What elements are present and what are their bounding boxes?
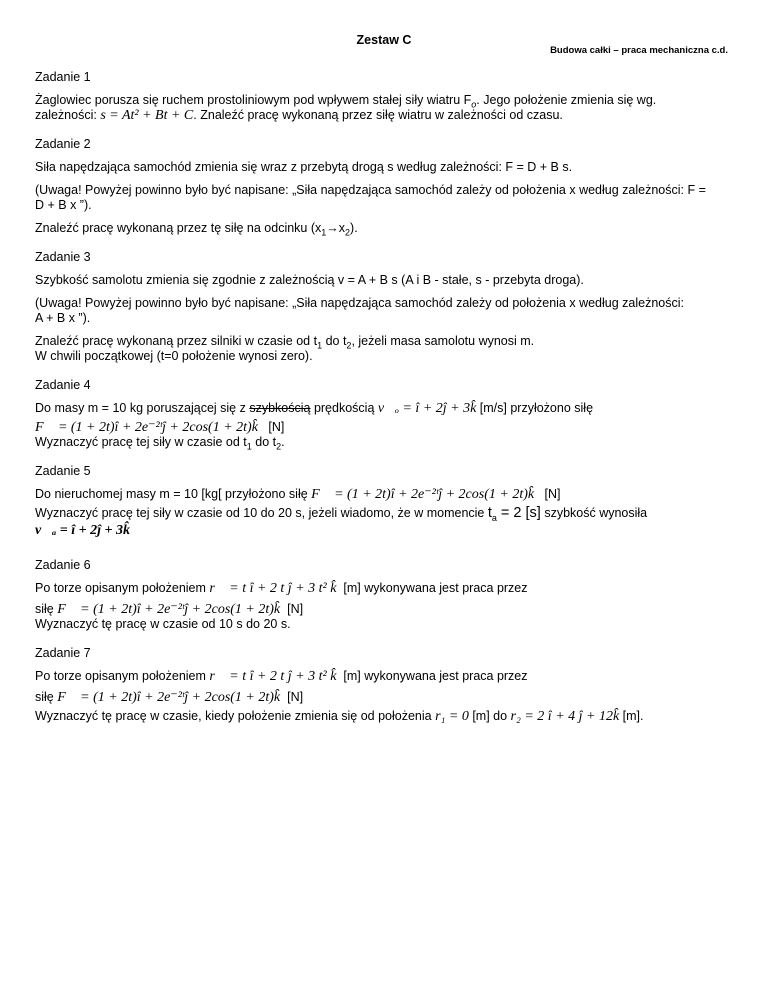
task-text: Wyznaczyć pracę tej siły w czasie od 10 do 20 s, jeżeli wiadomo, że w momencie $t_a = 2$ [s] szybkość wynosiła bbox=[35, 505, 648, 523]
velocity-formula: v⃗ₐ = î + 2ĵ + 3k̂ bbox=[35, 523, 131, 538]
task-text: W chwili początkowej (t=0 położenie wynosi zero). bbox=[35, 349, 313, 363]
task-text bbox=[35, 523, 735, 538]
task-heading: Zadanie 6 bbox=[35, 558, 91, 572]
position-formula: r⃗ = t î + 2 t ĵ + 3 t² k̂ bbox=[209, 669, 337, 684]
task-2 bbox=[35, 137, 735, 236]
task-text: Do masy m = 10 kg poruszającej się z szybkością prędkością v⃗ₒ = î + 2ĵ + 3k̂ [m/s] przyłożono siłę bbox=[35, 401, 594, 416]
task-text: zależności: s = At² + Bt + C. Znaleźć pracę wykonaną przez siłę wiatru w zależności od czasu. bbox=[35, 108, 563, 123]
task-text: Do nieruchomej masy m = 10 [kg[ przyłożono siłę F⃗ = (1 + 2t)î + 2e⁻²ᵗĵ + 2cos(1 + 2t)k̂ [N] bbox=[35, 487, 561, 502]
task-text: Znaleźć pracę wykonaną przez tę siłę na odcinku $(x_1\to x_2)$. bbox=[35, 221, 358, 238]
struck-word: szybkością bbox=[249, 401, 311, 415]
page-title: Zestaw C bbox=[356, 33, 412, 47]
task-note: (Uwaga! Powyżej powinno było być napisane: „Siła napędzająca samochód zależy od położenia x według zależności: bbox=[35, 296, 684, 310]
task-5 bbox=[35, 464, 735, 538]
task-heading: Zadanie 3 bbox=[35, 250, 91, 264]
task-text: Po torze opisanym położeniem r⃗ = t î + 2 t ĵ + 3 t² k̂ [m] wykonywana jest praca przez bbox=[35, 581, 528, 596]
task-text: Żaglowiec porusza się ruchem prostoliniowym pod wpływem stałej siły wiatru $F_o$. Jego położenie zmienia się wg. bbox=[35, 93, 657, 110]
task-4 bbox=[35, 378, 735, 450]
task-text: Wyznaczyć tę pracę w czasie od 10 s do 20 s. bbox=[35, 617, 291, 631]
task-text: Wyznaczyć pracę tej siły w czasie od $t_1$ do $t_2$. bbox=[35, 435, 285, 452]
task-text: Szybkość samolotu zmienia się zgodnie z zależnością v = A + B s (A i B - stałe, s - przebyta droga). bbox=[35, 273, 584, 287]
position-formula: r⃗ = t î + 2 t ĵ + 3 t² k̂ bbox=[209, 581, 337, 596]
task-text: siłę F⃗ = (1 + 2t)î + 2e⁻²ᵗĵ + 2cos(1 + 2t)k̂ [N] bbox=[35, 690, 304, 705]
task-7 bbox=[35, 646, 735, 724]
task-list bbox=[35, 70, 735, 724]
end-position-formula: r₂ = 2 î + 4 ĵ + 12k̂ bbox=[510, 709, 620, 724]
force-formula: F⃗ = (1 + 2t)î + 2e⁻²ᵗĵ + 2cos(1 + 2t)k̂ bbox=[57, 602, 281, 617]
force-formula: F⃗ = (1 + 2t)î + 2e⁻²ᵗĵ + 2cos(1 + 2t)k̂ bbox=[35, 420, 258, 435]
task-note: (Uwaga! Powyżej powinno było być napisane: „Siła napędzająca samochód zależy od położenia x według zależności: F = bbox=[35, 183, 706, 197]
task-6 bbox=[35, 558, 735, 632]
force-formula: F⃗ = (1 + 2t)î + 2e⁻²ᵗĵ + 2cos(1 + 2t)k̂ bbox=[57, 690, 281, 705]
task-text: F⃗ = (1 + 2t)î + 2e⁻²ᵗĵ + 2cos(1 + 2t)k̂ [N] bbox=[35, 420, 285, 435]
task-3 bbox=[35, 250, 735, 364]
task-note: A + B x ”). bbox=[35, 311, 91, 325]
task-1 bbox=[35, 70, 735, 123]
position-formula: s = At² + Bt + C bbox=[100, 108, 194, 123]
task-heading: Zadanie 7 bbox=[35, 646, 91, 660]
task-text: Siła napędzająca samochód zmienia się wraz z przebytą drogą s według zależności: F = D + B s. bbox=[35, 160, 573, 174]
task-text: Po torze opisanym położeniem r⃗ = t î + 2 t ĵ + 3 t² k̂ [m] wykonywana jest praca przez bbox=[35, 669, 528, 684]
task-text: Wyznaczyć tę pracę w czasie, kiedy położenie zmienia się od położenia r₁ = 0 [m] do r₂ = 2 î + 4 ĵ + 12k̂ [m]. bbox=[35, 709, 644, 724]
task-heading: Zadanie 5 bbox=[35, 464, 91, 478]
start-position-formula: r₁ = 0 bbox=[435, 709, 469, 724]
task-text: siłę F⃗ = (1 + 2t)î + 2e⁻²ᵗĵ + 2cos(1 + 2t)k̂ [N] bbox=[35, 602, 304, 617]
task-heading: Zadanie 1 bbox=[35, 70, 91, 84]
task-heading: Zadanie 2 bbox=[35, 137, 91, 151]
time-highlight: $t_a = 2$ [s] bbox=[487, 505, 541, 523]
task-text: Znaleźć pracę wykonaną przez silniki w czasie od $t_1$ do $t_2$, jeżeli masa samolotu wynosi m. bbox=[35, 334, 535, 351]
force-formula: F⃗ = (1 + 2t)î + 2e⁻²ᵗĵ + 2cos(1 + 2t)k̂ bbox=[311, 487, 535, 502]
task-note: D + B x ”). bbox=[35, 198, 92, 212]
velocity-formula: v⃗ₒ = î + 2ĵ + 3k̂ bbox=[377, 401, 477, 416]
task-heading: Zadanie 4 bbox=[35, 378, 91, 392]
page-subtitle: Budowa całki – praca mechaniczna c.d. bbox=[550, 45, 728, 56]
